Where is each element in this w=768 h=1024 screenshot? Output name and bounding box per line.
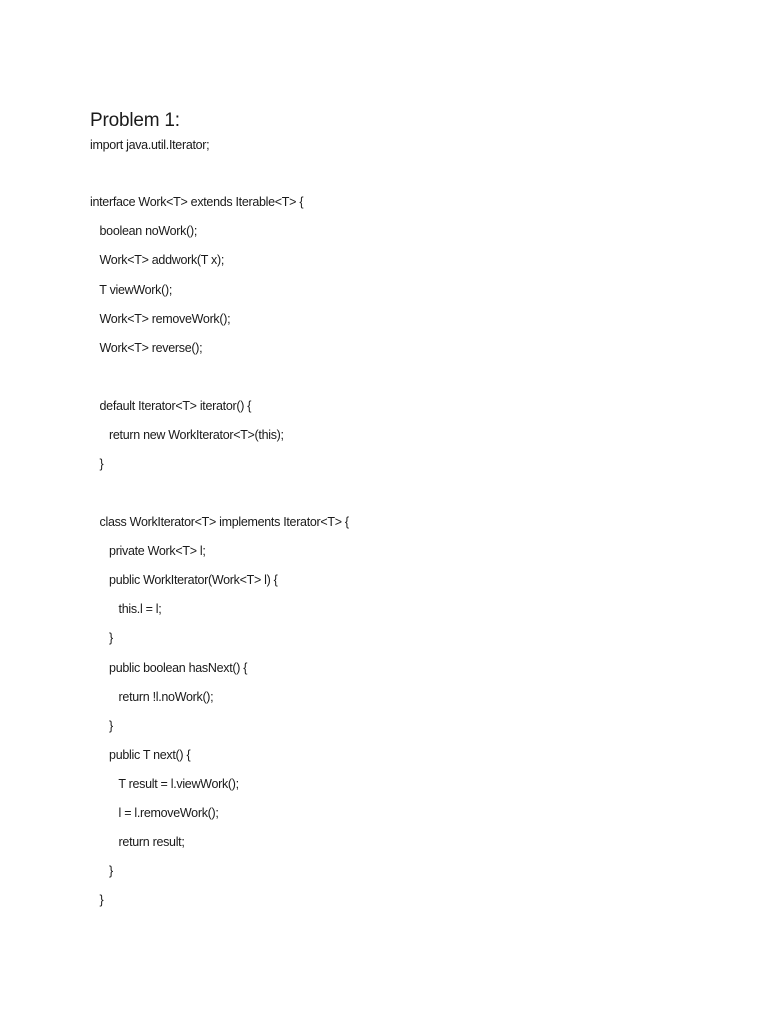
code-line: l = l.removeWork(); (90, 806, 219, 820)
code-line: Work<T> addwork(T x); (90, 253, 225, 267)
code-line: this.l = l; (90, 602, 162, 616)
code-line: default Iterator<T> iterator() { (90, 399, 252, 413)
code-line: public WorkIterator(Work<T> l) { (90, 573, 278, 587)
code-line: T viewWork(); (90, 283, 173, 297)
code-line: class WorkIterator<T> implements Iterator<T> { (90, 515, 349, 529)
code-line: } (90, 457, 104, 471)
code-line: public boolean hasNext() { (90, 661, 248, 675)
code-line: } (90, 719, 113, 733)
code-line: return !l.noWork(); (90, 690, 214, 704)
code-line: return new WorkIterator<T>(this); (90, 428, 284, 442)
code-line: } (90, 864, 113, 878)
code-line: return result; (90, 835, 185, 849)
code-line: Work<T> reverse(); (90, 341, 203, 355)
code-line: private Work<T> l; (90, 544, 206, 558)
code-line: interface Work<T> extends Iterable<T> { (90, 195, 304, 209)
code-line: import java.util.Iterator; (90, 138, 210, 152)
code-line: Work<T> removeWork(); (90, 312, 231, 326)
code-line: } (90, 893, 104, 907)
code-line: T result = l.viewWork(); (90, 777, 239, 791)
code-line: } (90, 631, 113, 645)
problem-heading: Problem 1: (90, 110, 180, 131)
code-line: public T next() { (90, 748, 191, 762)
code-line: boolean noWork(); (90, 224, 198, 238)
